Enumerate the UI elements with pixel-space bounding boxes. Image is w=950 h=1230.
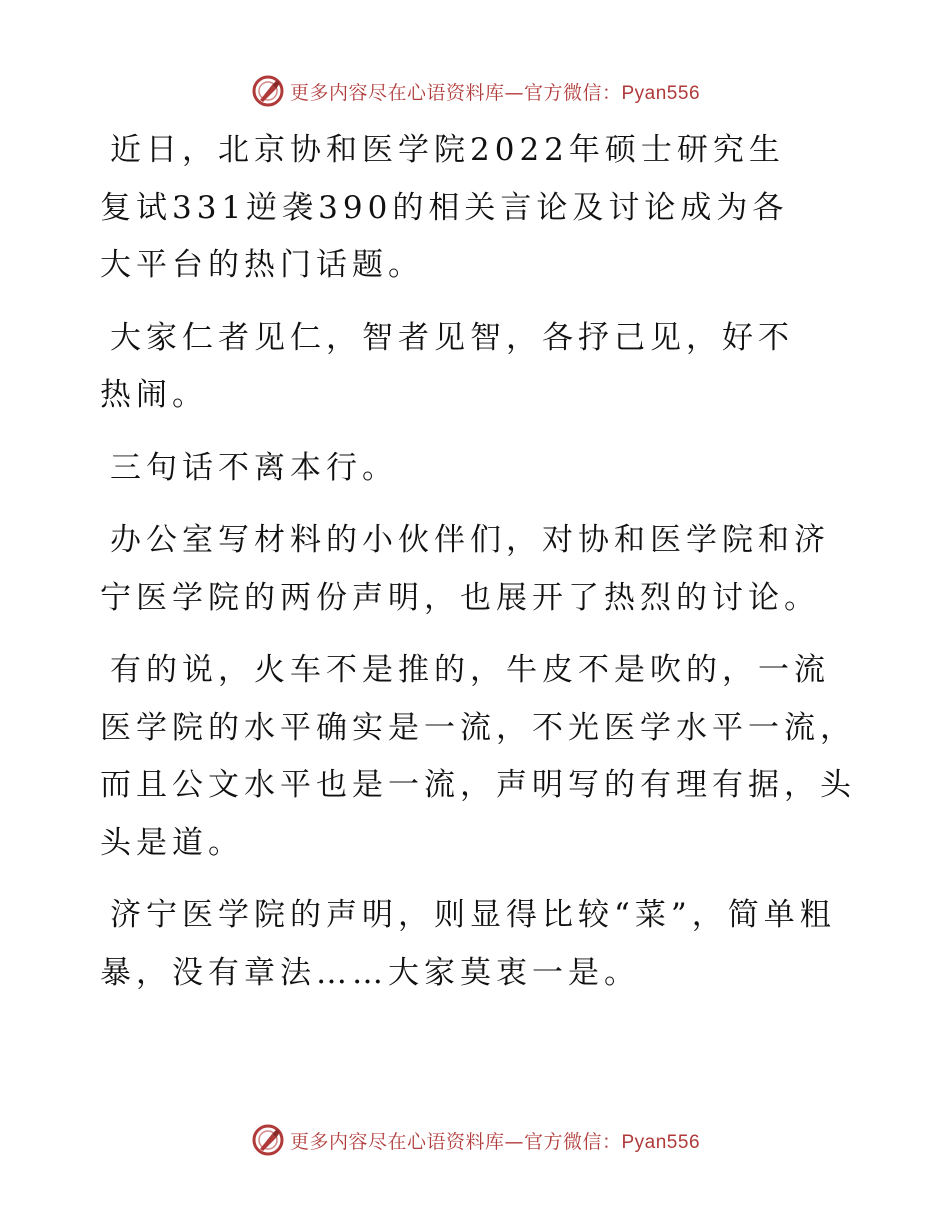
header-banner bbox=[0, 71, 950, 111]
paragraph-6: 济宁医学院的声明，则显得比较“菜”，简单粗暴，没有章法……大家莫衷一是。 bbox=[100, 897, 836, 991]
paragraph-1: 近日，北京协和医学院2022年硕士研究生复试331逆袭390的相关言论及讨论成为各大平台的热门话题。 bbox=[100, 132, 789, 283]
banner-wechat-id: Pyan556 bbox=[621, 1131, 701, 1153]
banner-wechat-label: 官方微信： bbox=[523, 81, 622, 104]
paragraph-3: 三句话不离本行。 bbox=[110, 449, 398, 486]
banner-wechat-label: 官方微信： bbox=[523, 1130, 622, 1153]
footer-banner bbox=[0, 1120, 950, 1160]
paragraph-5: 有的说，火车不是推的，牛皮不是吹的，一流医学院的水平确实是一流，不光医学水平一流，而且公文水平也是一流，声明写的有理有据，头头是道。 bbox=[100, 652, 856, 861]
banner-main-text: 更多内容尽在心语资料库 bbox=[289, 1130, 505, 1153]
pen-nib-logo-icon bbox=[250, 73, 286, 109]
pen-nib-logo-icon bbox=[250, 1122, 286, 1158]
banner-text bbox=[290, 1127, 700, 1154]
banner-text bbox=[290, 78, 700, 105]
banner-main-text: 更多内容尽在心语资料库 bbox=[289, 81, 505, 104]
banner-wechat-id: Pyan556 bbox=[621, 82, 701, 104]
paragraph-4: 办公室写材料的小伙伴们，对协和医学院和济宁医学院的两份声明，也展开了热烈的讨论。 bbox=[100, 522, 830, 616]
banner-separator: — bbox=[504, 81, 524, 104]
document-body bbox=[100, 122, 860, 1017]
banner-separator: — bbox=[504, 1130, 524, 1153]
paragraph-2: 大家仁者见仁，智者见智，各抒己见，好不热闹。 bbox=[100, 319, 794, 413]
